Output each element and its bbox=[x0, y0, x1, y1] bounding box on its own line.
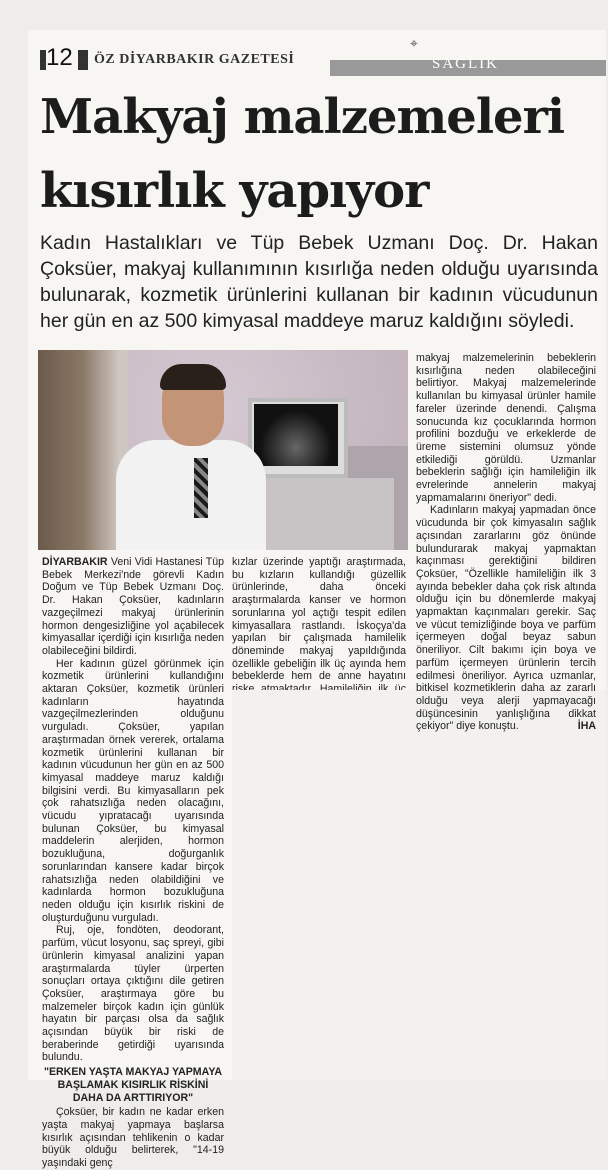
paragraph: Her kadının güzel görünmek için kozmetik ürünlerini kullandığını aktaran Çoksüer, kozmetik ürünleri kadınların hayatında vazgeçilmezlerinden olduğunu vurguladı. Çoksüer, yapılan araştırmadan örnek vererek, ortalama kozmetik ürünlerini kullanan bir kadının vücudunun her gün en az 500 kimyasal maddeye maruz kaldığı bilgisini verdi. Bu kimyasalların pek çok rahatsızlığa neden olacağını, vücudu yıpratacağı uyarısında bulunan Çoksüer, bu kimyasal maddelerin alerjiden, hormon bozukluğuna, doğurganlık sorunlarından kansere kadar birçok rahatsızlığa neden olabildiğini ve kadınlarda hormon bozukluğuna neden olduğu için kısırlık riskini de oluşturduğunu vurguladı. bbox=[42, 657, 224, 924]
headline-line-2: kısırlık yapıyor bbox=[40, 163, 429, 219]
paragraph: Çoksüer, bir kadın ne kadar erken yaşta makyaj yapmaya başlarsa kısırlık açısından tehlikenin o kadar büyük olduğu belirterek, "14-19 yaşındaki genç bbox=[42, 1106, 224, 1170]
registration-mark-icon: ⌖ bbox=[410, 36, 418, 52]
section-name: SAĞLIK bbox=[432, 56, 499, 72]
photo-doctor-coat bbox=[116, 440, 266, 550]
article-photo bbox=[38, 350, 408, 550]
news-agency: İHA bbox=[577, 720, 596, 733]
newspaper-name: ÖZ DİYARBAKIR GAZETESİ bbox=[94, 52, 295, 67]
page-number: 12 bbox=[46, 44, 73, 71]
header-bar-right bbox=[78, 50, 88, 70]
paragraph bbox=[416, 504, 596, 733]
headline bbox=[40, 80, 600, 228]
empty-area bbox=[232, 690, 606, 1080]
lead-paragraph: Kadın Hastalıkları ve Tüp Bebek Uzmanı Doç. Dr. Hakan Çoksüer, makyaj kullanımının kısırlığa neden olduğu uyarısında bulunarak, kozmetik ürünlerini kullanan bir kadının vücudunun her gün en az 500 kimyasal maddeye maruz kaldığını söyledi. bbox=[40, 232, 598, 332]
page-header bbox=[40, 46, 606, 74]
dateline: DİYARBAKIR bbox=[42, 556, 108, 568]
article-column-1 bbox=[42, 556, 224, 1170]
paragraph-text: Veni Vidi Hastanesi Tüp Bebek Merkezi'nde görevli Kadın Doğum ve Tüp Bebek Uzmanı Doç. Dr. Hakan Çoksüer, kadınların vazgeçilmezi makyaj ürünlerinin hormon dengesizliğine yol açabilecek kimyasallar içerdiği için kısırlığa neden olabileceğini bildirdi. bbox=[42, 556, 224, 657]
photo-doctor-hair bbox=[160, 364, 226, 390]
photo-monitor-screen bbox=[254, 404, 338, 466]
paragraph bbox=[42, 556, 224, 658]
headline-line-1: Makyaj malzemeleri bbox=[40, 89, 565, 145]
paragraph-text: Kadınların makyaj yapmadan önce vücudunda bir çok kimyasalın sağlık açısından zararlarını göz önünde bulundurarak makyaj yapmaktan kaçınması gerektiğini bildiren Çoksüer, "Özellikle hamileliğin ilk 3 ayında bebekler daha çok risk altında olduğu için bu dönemlerde makyaj yapmaktan kaçınmaları gerekir. Saç ve vücut temizliğinde boya ve parfüm içermeyen doğal beyaz sabun öneriliyor. Cilt bakımı için boya ve parfüm içermeyen ürünlerin tercih edilmesi öneriliyor. Ayrıca uzmanlar, bitkisel kozmetiklerin daha az zararlı olduğu veya alerji yapmayacağı düşüncesinin yanlışlığına dikkat çekiyor" diye konuştu. bbox=[416, 504, 596, 733]
article-column-3 bbox=[416, 352, 596, 733]
photo-ultrasound-cart bbox=[244, 478, 394, 550]
subheading: "ERKEN YAŞTA MAKYAJ YAPMAYA BAŞLAMAK KISIRLIK RİSKİNİ DAHA DA ARTTIRIYOR" bbox=[43, 1066, 223, 1104]
paragraph: Ruj, oje, fondöten, deodorant, parfüm, vücut losyonu, saç spreyi, gibi ürünlerin kimyasal analizini yapan araştırmalarda tüyler ürperten sonuçları ortaya çıktığını dile getiren Çoksüer, araştırmaya göre bu malzemeler birçok kadın için günlük hayatın bir parçası olsa da sağlık açısından büyük bir riski de beraberinde getirdiği uyarısında bulundu. bbox=[42, 924, 224, 1064]
photo-doctor-tie bbox=[194, 458, 208, 518]
paragraph: kızlar üzerinde yaptığı araştırmada, bu kızların kullandığı güzellik ürünlerinde, daha önceki araştırmalarda kanser ve hormon sorunlarına yol açtığı tespit edilen kimyasallara rastlandı. İskoçya'da yapılan bir çalışmada hamilelik döneminde makyaj yapıldığında özellikle gebeliğin ilk üç ayında hem bebeklerde hem de anne hayatını bbox=[232, 556, 406, 683]
paragraph: makyaj malzemelerinin bebeklerin kısırlığına neden olabileceğini belirtiyor. Makyaj malzemelerinde kullanılan bu kimyasal ürünler hamile fareler üzerinde denendi. Çalışma sonucunda kız çocuklarında hormon profilini bozduğu ve erkeklerde de üreme sistemini olumsuz yönde etkilediği görüldü. Uzmanlar bebeklerin sağlığı için hamileliğin ilk evrelerinde annelerin makyaj yapmamalarını öneriyor" dedi. bbox=[416, 352, 596, 504]
